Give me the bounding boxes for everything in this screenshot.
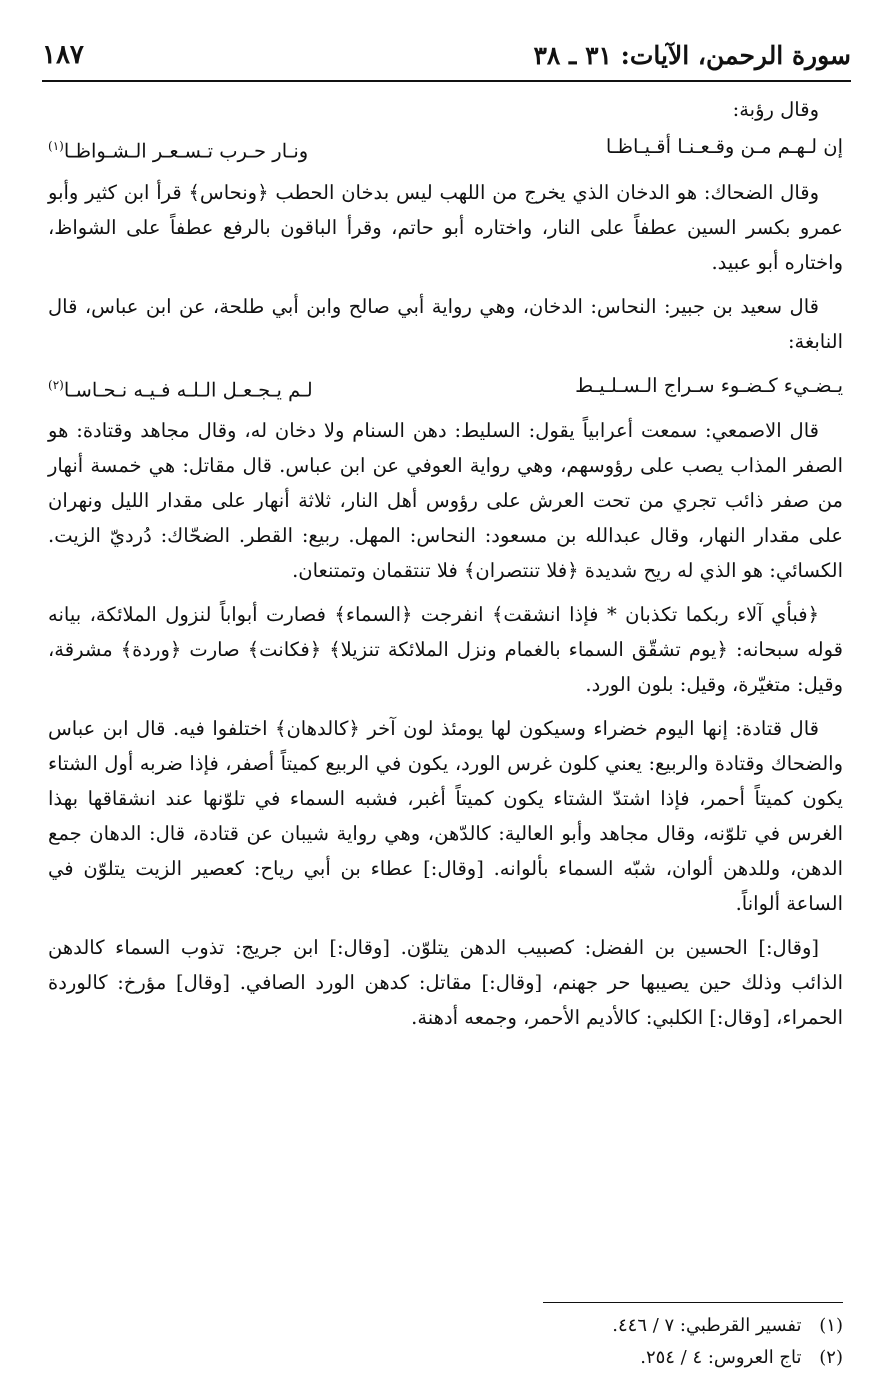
paragraph-4: قال الاصمعي: سمعت أعرابياً يقول: السليط: دهن السنام ولا دخان له، وقال مجاهد وقتادة: هو الصفر المذاب يصب على رؤوسهم، وهي رواية العوفي عن ابن عباس. قال مقاتل: هي خمسة أنهار من صفر ذائب تجري من تحت العرش على رؤوس أهل النار، ثلاثة أنهار على مقدار الليل ونهران على مقدار النهار، وقال عبدالله بن مسعود: النحاس: المهل. ربيع: القطر. الضحّاك: دُرديّ الزيت. الكسائي: هو الذي له ريح شديدة ﴿فلا تنتصران﴾ فلا تنتقمان وتمتنعان.	[48, 419, 843, 582]
paragraph-1: وقال رؤبة:	[732, 98, 819, 121]
footnote-ref-2[interactable]: (٢)	[48, 377, 64, 392]
verse-2-second-hemistich-wrap	[48, 368, 313, 408]
running-title: سورة الرحمن، الآيات: ٣١ ـ ٣٨	[533, 40, 851, 70]
footnote-ref-1[interactable]: (١)	[48, 139, 64, 153]
footnote-1	[543, 1310, 843, 1342]
poetry-verse-2	[48, 368, 843, 408]
footnotes	[543, 1310, 843, 1374]
verse-1-second-hemistich-wrap	[48, 129, 308, 169]
verse-1-second-hemistich: ونـار حـرب تـسـعـر الـشـواظـا	[63, 139, 309, 163]
paragraph-7: [وقال:] الحسين بن الفضل: كصبيب الدهن يتلوّن. [وقال:] ابن جريج: تذوب السماء كالدهن الذائب وذلك حين يصيبها حر جهنم، [وقال:] مقاتل: كدهن الورد الصافي. [وقال] مؤرخ: كالوردة الحمراء، [وقال:] الكلبي: كالأديم الأحمر، وجمعه أدهنة.	[48, 936, 843, 1029]
verse-2-first-hemistich: يـضـيء كـضـوء سـراج الـسـلـيـط	[575, 373, 843, 397]
main-text	[48, 92, 843, 1044]
page-number: ١٨٧	[42, 40, 84, 70]
poetry-verse-1	[48, 129, 843, 169]
footnote-2-text: تاج العروس: ٤ / ٢٥٤.	[640, 1347, 802, 1368]
footnote-divider	[543, 1302, 843, 1303]
verse-2-second-hemistich: لـم يـجـعـل الـلـه فـيـه نـحـاسـا	[63, 378, 313, 401]
verse-1-first-hemistich: إن لـهـم مـن وقـعـنـا أقـيـاظـا	[605, 135, 843, 158]
paragraph-6: قال قتادة: إنها اليوم خضراء وسيكون لها يومئذ لون آخر ﴿كالدهان﴾ اختلفوا فيه. قال ابن عباس والضحاك وقتادة والربيع: يعني كلون غرس الورد، يكون في الربيع كميتاً أصفر، فإذا ضربه أول الشتاء يكون كميتاً أحمر، فإذا اشتدّ الشتاء يكون كميتاً أغبر، فشبه السماء في تلوّنها عند انشقاقها بهذا الغرس في تلوّنه، وقال مجاهد وأبو العالية: كالدّهن، وهي رواية شيبان عن قتادة، قال: الدهان جمع الدهن، وللدهن ألوان، شبّه السماء بألوانه. [وقال:] عطاء بن أبي رياح: كعصير الزيت يتلوّن في الساعة ألواناً.	[48, 717, 843, 915]
footnote-2-number: (٢)	[819, 1347, 843, 1368]
footnote-2	[543, 1342, 843, 1374]
paragraph-5: ﴿فبأي آلاء ربكما تكذبان * فإذا انشقت﴾ انفرجت ﴿السماء﴾ فصارت أبواباً لنزول الملائكة، بيانه قوله سبحانه: ﴿يوم تشقّق السماء بالغمام ونزل الملائكة تنزيلا﴾ ﴿فكانت﴾ صارت ﴿وردة﴾ مشرقة، وقيل: متغيّرة، وقيل: بلون الورد.	[48, 603, 843, 696]
paragraph-2: وقال الضحاك: هو الدخان الذي يخرج من اللهب ليس بدخان الحطب ﴿ونحاس﴾ قرأ ابن كثير وأبو عمرو بكسر السين عطفاً على النار، واختاره أبو حاتم، وقرأ الباقون بالرفع عطفاً على الشواظ، واختاره أبو عبيد.	[48, 180, 843, 274]
paragraph-3: قال سعيد بن جبير: النحاس: الدخان، وهي رواية أبي صالح وابن أبي طلحة، عن ابن عباس، قال النابغة:	[48, 294, 843, 353]
footnote-1-text: تفسير القرطبي: ٧ / ٤٤٦.	[612, 1315, 802, 1336]
footnote-1-number: (١)	[819, 1315, 843, 1336]
running-header	[42, 30, 851, 82]
